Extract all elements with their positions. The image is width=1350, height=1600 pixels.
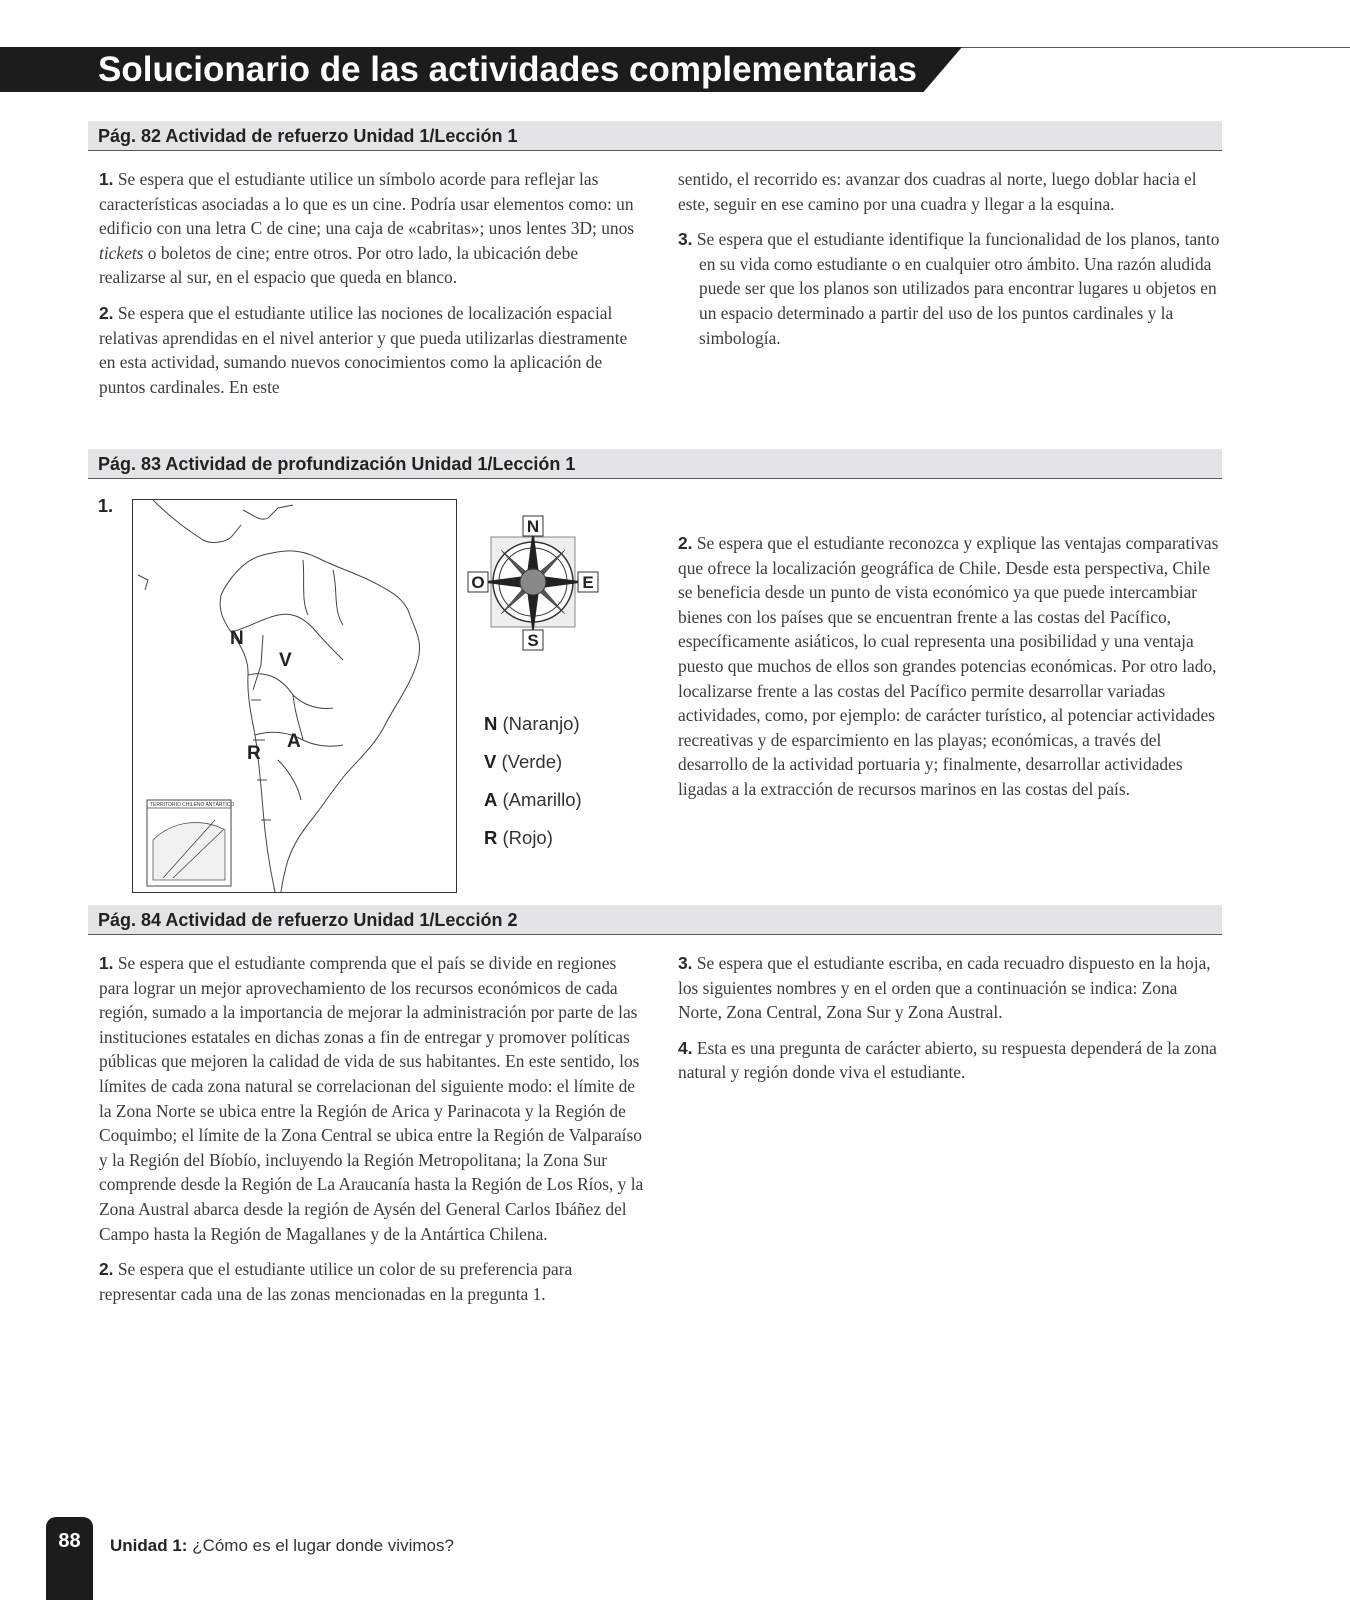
answer-number: 1. — [99, 953, 114, 973]
footer-unit-label: Unidad 1: — [110, 1536, 188, 1555]
section-pag84-left-column — [99, 951, 647, 1317]
legend-value: (Naranjo) — [502, 713, 580, 734]
map-legend — [484, 712, 582, 864]
header-rule — [930, 47, 1350, 48]
legend-key: N — [484, 713, 498, 734]
compass-east: E — [582, 573, 594, 592]
map-outline — [133, 500, 456, 892]
south-america-map — [132, 499, 457, 893]
answer-number: 4. — [678, 1037, 693, 1058]
compass-south: S — [527, 631, 539, 650]
answer-text: Se espera que el estudiante comprenda que el país se divide en regiones para lograr un mejor aprovechamiento de los recursos económicos de cada región, sumado a la importancia de mejorar la administración por parte de las instituciones estatales en dichas zonas a fin de entregar y promover políticas públicas que mejoren la calidad de vida de sus habitantes. En este sentido, los límites de cada zona natural se correlacionan del siguiente modo: el límite de la Zona Norte se ubica entre la Región de Arica y Parinacota y la Región de Coquimbo; el límite de la Zona Central se ubica entre la Región de Valparaíso y la Región del Bíobío, incluyendo la Región Metropolitana; la Zona Sur comprende desde la Región de La Araucanía hasta la Región de Los Ríos, y la Zona Austral abarca desde la región de Aysén del General Carlos Ibáñez del Campo hasta la Región de Magallanes y de la Antártica Chilena. — [99, 953, 644, 1244]
compass-rose — [463, 512, 603, 652]
section-pag83-right-column — [678, 531, 1223, 813]
section-title: Pág. 82 Actividad de refuerzo Unidad 1/Lección 1 — [98, 126, 518, 146]
answer-number: 3. — [678, 953, 693, 973]
legend-item — [484, 750, 582, 788]
section-header-pag84 — [88, 905, 1222, 935]
inset-label: TERRITORIO CHILENO ANTÁRTICO — [150, 802, 235, 808]
answer-text: Se espera que el estudiante escriba, en cada recuadro dispuesto en la hoja, los siguientes nombres y en el orden que a continuación se indica: Zona Norte, Zona Central, Zona Sur y Zona Austral. — [678, 953, 1211, 1023]
answer-1 — [99, 167, 647, 290]
answer-1 — [99, 951, 647, 1246]
section-pag82-left-column — [99, 167, 647, 410]
answer-text: o boletos de cine; entre otros. Por otro lado, la ubicación debe realizarse al sur, en el espacio que queda en blanco. — [99, 242, 579, 288]
compass-icon — [463, 512, 603, 652]
legend-value: (Verde) — [501, 751, 563, 772]
answer-2 — [99, 301, 647, 399]
map-letter-a: A — [287, 731, 301, 752]
section-pag82-right-column — [678, 167, 1228, 361]
answer-number: 3. — [678, 229, 693, 250]
section-header-pag82 — [88, 121, 1222, 151]
answer-3 — [678, 951, 1223, 1025]
section-title: Pág. 83 Actividad de profundización Unidad 1/Lección 1 — [98, 454, 576, 474]
map-letter-n: N — [230, 628, 244, 649]
legend-item — [484, 712, 582, 750]
answer-number: 2. — [99, 302, 114, 323]
answer-1-number: 1. — [98, 496, 114, 516]
answer-text: Se espera que el estudiante identifique la funcionalidad de los planos, tanto en su vida como estudiante o en cualquier otro ámbito. Una razón aludida puede ser que los planos son utilizados para encontrar lugares u objetos en un espacio determinado a partir del uso de los puntos cardinales y la simbología. — [696, 229, 1220, 348]
legend-value: (Rojo) — [502, 827, 553, 848]
legend-value: (Amarillo) — [502, 789, 582, 810]
answer-2-continuation — [678, 167, 1228, 216]
answer-text: Se espera que el estudiante utilice un color de su preferencia para representar cada una de las zonas mencionadas en la pregunta 1. — [99, 1259, 573, 1304]
answer-number: 1. — [99, 169, 114, 189]
answer-text: Se espera que el estudiante utilice las nociones de localización espacial relativas aprendidas en el nivel anterior y que pueda utilizarlas diestramente en esta actividad, sumando nuevos conocimientos como la aplicación de puntos cardinales. En este — [99, 302, 628, 397]
answer-2 — [99, 1257, 647, 1306]
legend-key: R — [484, 827, 498, 848]
answer-text: sentido, el recorrido es: avanzar dos cuadras al norte, luego doblar hacia el este, seguir en ese camino por una cuadra y llegar a la esquina. — [678, 169, 1197, 214]
answer-number: 2. — [678, 533, 693, 553]
footer-unit — [110, 1536, 454, 1556]
map-letter-r: R — [247, 743, 261, 764]
page-number: 88 — [58, 1530, 81, 1552]
section-pag84-right-column — [678, 951, 1223, 1096]
map-letter-v: V — [279, 650, 292, 671]
answer-3 — [678, 227, 1228, 350]
legend-item — [484, 788, 582, 826]
answer-2 — [678, 531, 1223, 802]
answer-text: Se espera que el estudiante utilice un símbolo acorde para reflejar las características asociadas a lo que es un cine. Podría usar elementos como: un edificio con una letra C de cine; una caja de «cabritas»; unos lentes 3D; unos — [99, 169, 635, 239]
answer-4 — [678, 1036, 1223, 1085]
section-header-pag83 — [88, 449, 1222, 479]
answer-text-italic: tickets — [99, 242, 144, 263]
legend-key: A — [484, 789, 498, 810]
legend-item — [484, 826, 582, 864]
antarctic-inset — [147, 800, 234, 886]
page-title: Solucionario de las actividades complementarias — [98, 50, 917, 89]
compass-west: O — [471, 573, 485, 592]
answer-text: Se espera que el estudiante reconozca y explique las ventajas comparativas que ofrece la localización geográfica de Chile. Desde esta perspectiva, Chile se beneficia desde un punto de vista económico ya que puede intercambiar bienes con los países que se encuentran frente a las costas del Pacífico, específicamente asiáticos, lo cual representa una posibilidad y una ventaja puesto que muchos de ellos son grandes potencias económicas. Por otro lado, localizarse frente a las costas del Pacífico permite desarrollar variadas actividades, como, por ejemplo: de carácter turístico, al potenciar actividades recreativas y de esparcimiento en las playas; económicas, a través del desarrollo de la actividad portuaria y; finalmente, desarrollar actividades ligadas a la extracción de recursos marinos en las costas del país. — [678, 533, 1219, 799]
compass-north: N — [526, 517, 540, 536]
answer-text: Esta es una pregunta de carácter abierto, su respuesta dependerá de la zona natural y región donde viva el estudiante. — [678, 1037, 1217, 1083]
footer-unit-title: ¿Cómo es el lugar donde vivimos? — [192, 1536, 454, 1555]
legend-key: V — [484, 751, 497, 772]
answer-number: 2. — [99, 1259, 114, 1280]
section-title: Pág. 84 Actividad de refuerzo Unidad 1/Lección 2 — [98, 910, 518, 930]
